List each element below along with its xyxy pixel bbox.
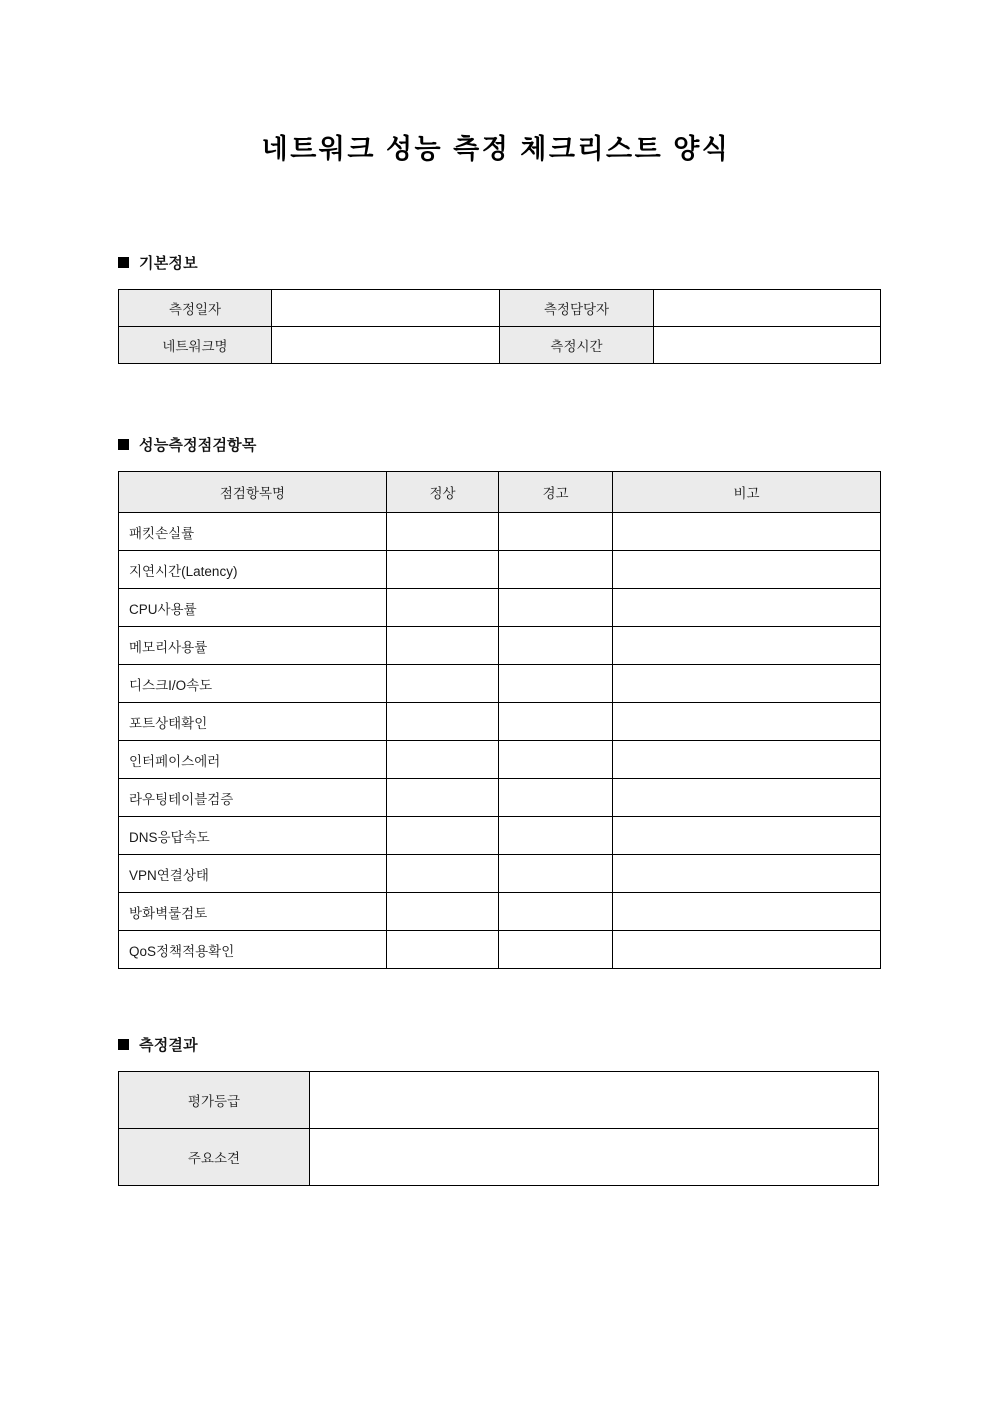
check-item-name: 메모리사용률 [119, 627, 387, 665]
basic-info-value-measure-time[interactable] [654, 327, 881, 364]
check-item-name: VPN연결상태 [119, 855, 387, 893]
basic-info-value-measure-person[interactable] [654, 290, 881, 327]
check-item-note-cell[interactable] [613, 703, 881, 741]
column-header-normal: 정상 [387, 472, 499, 513]
section-heading-label: 측정결과 [139, 1037, 198, 1054]
check-item-note-cell[interactable] [613, 627, 881, 665]
check-item-warning-cell[interactable] [499, 703, 613, 741]
table-row [119, 551, 881, 589]
check-item-warning-cell[interactable] [499, 855, 613, 893]
check-item-warning-cell[interactable] [499, 931, 613, 969]
result-label-grade: 평가등급 [119, 1072, 310, 1129]
check-item-name: 라우팅테이블검증 [119, 779, 387, 817]
check-item-note-cell[interactable] [613, 855, 881, 893]
table-row [119, 703, 881, 741]
table-row [119, 817, 881, 855]
check-item-warning-cell[interactable] [499, 779, 613, 817]
check-item-note-cell[interactable] [613, 741, 881, 779]
check-item-normal-cell[interactable] [387, 589, 499, 627]
check-item-normal-cell[interactable] [387, 627, 499, 665]
check-item-name: 지연시간(Latency) [119, 551, 387, 589]
section-heading-label: 기본정보 [139, 255, 198, 272]
check-item-name: DNS응답속도 [119, 817, 387, 855]
table-row [119, 627, 881, 665]
table-row [119, 779, 881, 817]
basic-info-label-measure-person: 측정담당자 [500, 290, 654, 327]
check-item-name: 방화벽룰검토 [119, 893, 387, 931]
check-item-name: 포트상태확인 [119, 703, 387, 741]
table-header-row [119, 472, 881, 513]
check-item-normal-cell[interactable] [387, 551, 499, 589]
square-bullet-icon [118, 257, 129, 268]
basic-info-value-network-name[interactable] [272, 327, 500, 364]
check-item-note-cell[interactable] [613, 551, 881, 589]
check-item-normal-cell[interactable] [387, 855, 499, 893]
check-item-normal-cell[interactable] [387, 893, 499, 931]
table-row [119, 1072, 879, 1129]
section-heading-result [118, 1034, 198, 1055]
section-heading-label: 성능측정점검항목 [139, 437, 257, 454]
check-item-warning-cell[interactable] [499, 741, 613, 779]
table-row [119, 665, 881, 703]
square-bullet-icon [118, 439, 129, 450]
check-item-warning-cell[interactable] [499, 665, 613, 703]
section-heading-check-items [118, 434, 257, 455]
check-item-name: 인터페이스에러 [119, 741, 387, 779]
result-label-main-findings: 주요소견 [119, 1129, 310, 1186]
check-item-note-cell[interactable] [613, 817, 881, 855]
check-item-warning-cell[interactable] [499, 893, 613, 931]
basic-info-value-measure-date[interactable] [272, 290, 500, 327]
check-item-warning-cell[interactable] [499, 513, 613, 551]
check-item-note-cell[interactable] [613, 513, 881, 551]
basic-info-label-network-name: 네트워크명 [119, 327, 272, 364]
square-bullet-icon [118, 1039, 129, 1050]
check-item-note-cell[interactable] [613, 589, 881, 627]
result-value-main-findings[interactable] [310, 1129, 879, 1186]
check-items-table [118, 471, 881, 969]
check-item-note-cell[interactable] [613, 893, 881, 931]
check-item-warning-cell[interactable] [499, 817, 613, 855]
check-item-normal-cell[interactable] [387, 817, 499, 855]
check-item-name: CPU사용률 [119, 589, 387, 627]
check-item-normal-cell[interactable] [387, 703, 499, 741]
check-item-name: QoS정책적용확인 [119, 931, 387, 969]
table-row [119, 327, 881, 364]
check-item-normal-cell[interactable] [387, 931, 499, 969]
check-item-note-cell[interactable] [613, 779, 881, 817]
check-item-note-cell[interactable] [613, 665, 881, 703]
basic-info-table [118, 289, 881, 364]
check-item-note-cell[interactable] [613, 931, 881, 969]
check-item-name: 패킷손실률 [119, 513, 387, 551]
result-table [118, 1071, 879, 1186]
basic-info-label-measure-time: 측정시간 [500, 327, 654, 364]
check-item-warning-cell[interactable] [499, 627, 613, 665]
check-item-normal-cell[interactable] [387, 513, 499, 551]
result-value-grade[interactable] [310, 1072, 879, 1129]
table-row [119, 893, 881, 931]
basic-info-label-measure-date: 측정일자 [119, 290, 272, 327]
section-heading-basic-info [118, 252, 198, 273]
table-row [119, 1129, 879, 1186]
check-item-normal-cell[interactable] [387, 665, 499, 703]
table-row [119, 931, 881, 969]
check-item-warning-cell[interactable] [499, 551, 613, 589]
column-header-note: 비고 [613, 472, 881, 513]
check-item-name: 디스크I/O속도 [119, 665, 387, 703]
table-row [119, 855, 881, 893]
check-item-normal-cell[interactable] [387, 741, 499, 779]
check-item-normal-cell[interactable] [387, 779, 499, 817]
table-row [119, 741, 881, 779]
column-header-warning: 경고 [499, 472, 613, 513]
table-row [119, 290, 881, 327]
table-row [119, 589, 881, 627]
table-row [119, 513, 881, 551]
column-header-item-name: 점검항목명 [119, 472, 387, 513]
check-item-warning-cell[interactable] [499, 589, 613, 627]
page-title: 네트워크 성능 측정 체크리스트 양식 [261, 134, 731, 164]
